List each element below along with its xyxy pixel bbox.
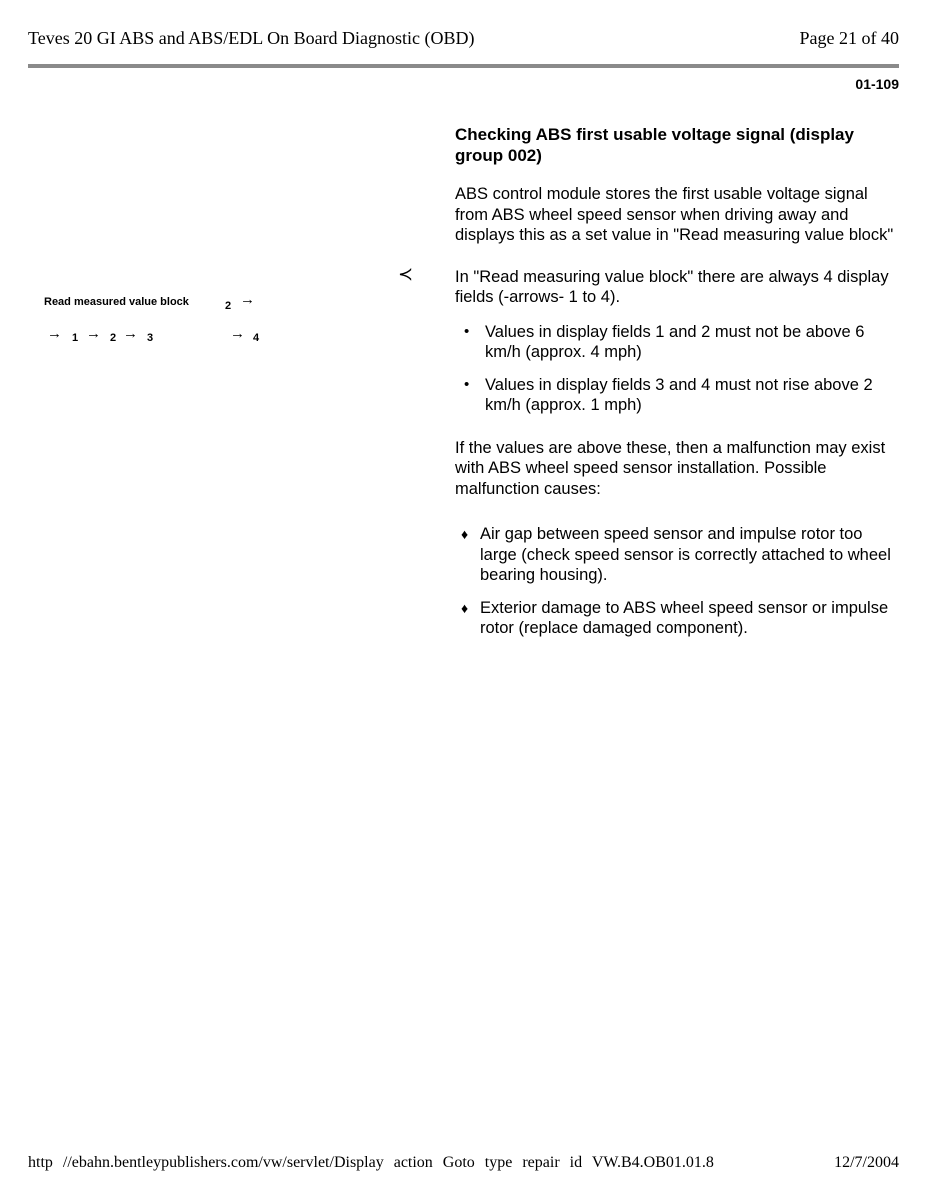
right-arrow-icon: → [240, 291, 255, 308]
diagram-label-field-4: 4 [253, 332, 260, 344]
conclusion-paragraph: If the values are above these, then a malfunction may exist with ABS wheel speed sensor installation. Possible malfunction causes: [455, 438, 886, 498]
right-arrow-icon: → [47, 325, 62, 342]
value-limits-list [455, 322, 895, 416]
right-arrow-icon: → [123, 325, 138, 342]
section-heading: Checking ABS first usable voltage signal (display group 002) [455, 125, 854, 165]
footer-date: 12/7/2004 [834, 1154, 899, 1171]
right-arrow-icon: → [86, 325, 101, 342]
step-block [398, 263, 895, 308]
step-marker-icon: ≺ [398, 263, 414, 284]
diamond-bullet-icon: ♦ [461, 599, 469, 616]
diagram-label-group: 2 [225, 300, 232, 312]
footer-url: http //ebahn.bentleypublishers.com/vw/servlet/Display action Goto type repair id VW.B4.OB01.01.8 [28, 1154, 714, 1171]
page-number: Page 21 of 40 [799, 28, 899, 48]
list-item: • Values in display fields 1 and 2 must not be above 6 km/h (approx. 4 mph) [464, 322, 865, 361]
intro-paragraph: ABS control module stores the first usable voltage signal from ABS wheel speed sensor when driving away and displays this as a set value in "Read measuring value block" [455, 185, 894, 244]
list-item: • Values in display fields 3 and 4 must not rise above 2 km/h (approx. 1 mph) [464, 375, 873, 414]
list-item: ♦ Air gap between speed sensor and impulse rotor too large (check speed sensor is correctly attached to wheel bearing housing). [461, 525, 891, 584]
right-arrow-icon: → [230, 325, 245, 342]
bullet-icon: • [464, 322, 470, 340]
procedure-content [398, 124, 895, 651]
diagram-label-field-1: 1 [72, 332, 79, 344]
diamond-bullet-icon: ♦ [461, 526, 469, 542]
page-title: Teves 20 GI ABS and ABS/EDL On Board Diagnostic (OBD) [28, 28, 475, 48]
diagram-label-field-2: 2 [110, 332, 117, 344]
diagram-title: Read measured value block [44, 296, 189, 308]
bullet-icon: • [464, 375, 470, 393]
list-item: ♦ Exterior damage to ABS wheel speed sensor or impulse rotor (replace damaged component). [461, 598, 889, 637]
step-text: In "Read measuring value block" there are always 4 display fields (-arrows- 1 to 4). [455, 267, 889, 306]
diagram-label-field-3: 3 [147, 332, 154, 344]
header-divider [28, 64, 899, 68]
malfunction-causes-list [455, 524, 895, 639]
document-code: 01-109 [855, 76, 899, 92]
